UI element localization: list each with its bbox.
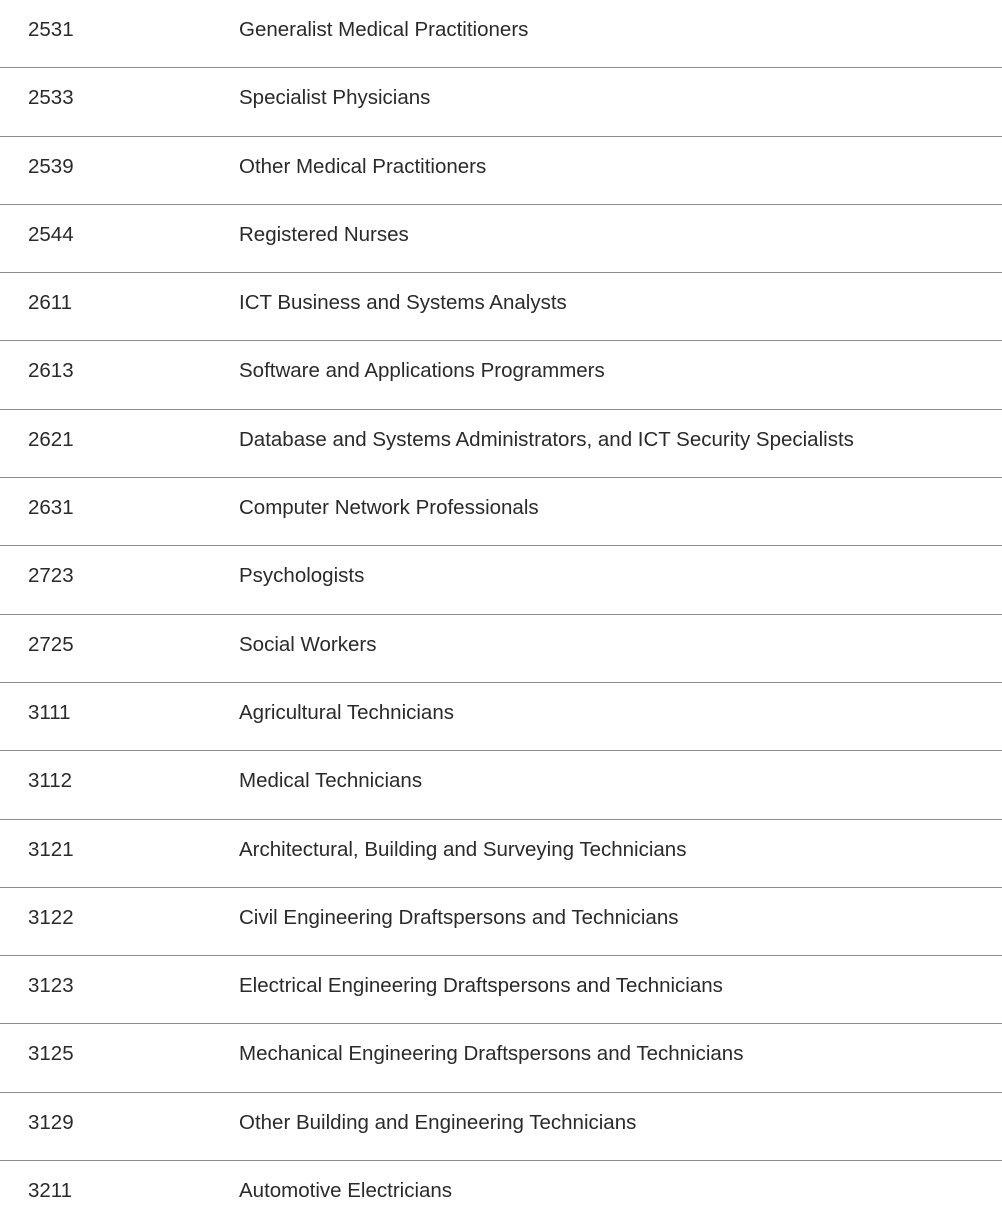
occupation-code: 2539 — [28, 154, 74, 178]
occupation-title: Psychologists — [239, 564, 365, 588]
occupation-code: 2723 — [28, 564, 74, 588]
occupation-code: 3122 — [28, 905, 74, 929]
table-row — [0, 546, 1002, 614]
occupation-title: Database and Systems Administrators, and ICT Security Specialists — [239, 427, 854, 451]
table-row — [0, 0, 1002, 68]
occupation-code: 2631 — [28, 496, 74, 520]
occupation-title: Generalist Medical Practitioners — [239, 18, 529, 41]
table-row — [0, 615, 1002, 683]
occupation-title: Social Workers — [239, 632, 377, 656]
table-row — [0, 751, 1002, 819]
occupation-title: Other Building and Engineering Technicians — [239, 1110, 637, 1134]
occupation-code: 2544 — [28, 222, 74, 246]
occupation-title: Specialist Physicians — [239, 86, 431, 110]
table-row — [0, 410, 1002, 478]
occupation-title: Registered Nurses — [239, 222, 409, 246]
occupation-code: 3123 — [28, 974, 74, 998]
occupation-code: 2613 — [28, 359, 74, 383]
occupation-title: Architectural, Building and Surveying Technicians — [239, 837, 687, 861]
occupation-code: 2725 — [28, 632, 74, 656]
table-row — [0, 478, 1002, 546]
occupation-code: 2621 — [28, 427, 74, 451]
occupation-code: 3211 — [28, 1179, 73, 1203]
occupation-code: 3125 — [28, 1042, 74, 1066]
occupation-title: Civil Engineering Draftspersons and Technicians — [239, 905, 679, 929]
table-row — [0, 820, 1002, 888]
table-row — [0, 341, 1002, 409]
table-row — [0, 683, 1002, 751]
occupation-code: 2611 — [28, 291, 73, 315]
occupation-title: ICT Business and Systems Analysts — [239, 291, 567, 315]
table-row — [0, 137, 1002, 205]
occupation-title: Automotive Electricians — [239, 1179, 453, 1203]
occupation-code: 3112 — [28, 769, 73, 793]
table-row — [0, 1093, 1002, 1161]
table-row — [0, 273, 1002, 341]
table-row — [0, 888, 1002, 956]
occupation-title: Computer Network Professionals — [239, 496, 539, 520]
occupation-code: 3129 — [28, 1110, 74, 1134]
occupation-code: 3111 — [28, 700, 71, 724]
occupation-code: 2531 — [28, 18, 74, 41]
occupation-title: Mechanical Engineering Draftspersons and Technicians — [239, 1042, 744, 1066]
table-row — [0, 1161, 1002, 1229]
table-row — [0, 68, 1002, 136]
occupation-title: Software and Applications Programmers — [239, 359, 605, 383]
occupation-title: Other Medical Practitioners — [239, 154, 487, 178]
occupation-title: Agricultural Technicians — [239, 700, 454, 724]
occupation-code: 2533 — [28, 86, 74, 110]
table-row — [0, 956, 1002, 1024]
table-row — [0, 1024, 1002, 1092]
occupation-title: Electrical Engineering Draftspersons and Technicians — [239, 974, 723, 998]
table-row — [0, 205, 1002, 273]
occupation-code: 3121 — [28, 837, 74, 861]
occupation-title: Medical Technicians — [239, 769, 423, 793]
